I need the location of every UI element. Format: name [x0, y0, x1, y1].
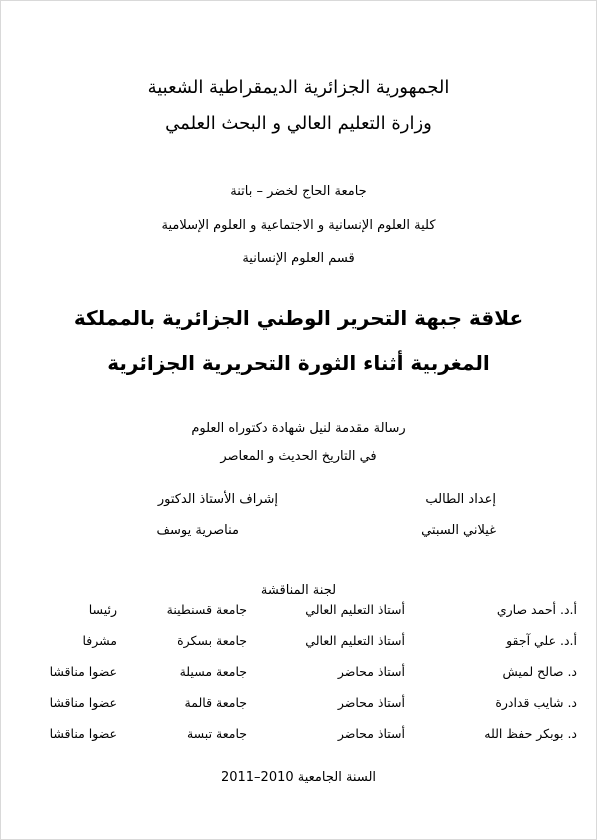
committee-member-row: [29, 602, 577, 633]
member-rank: أستاذ التعليم العالي: [305, 633, 405, 648]
committee-member-row: [29, 633, 577, 664]
department-name: قسم العلوم الإنسانية: [242, 251, 355, 266]
member-name: د. بوبكر حفظ الله: [484, 726, 577, 741]
member-university: جامعة بسكرة: [177, 633, 247, 648]
student-label: إعداد الطالب: [425, 492, 496, 507]
committee-title: لجنة المناقشة: [260, 583, 337, 598]
republic-heading: الجمهورية الجزائرية الديمقراطية الشعبية: [147, 77, 450, 98]
member-university: جامعة تبسة: [186, 726, 247, 741]
member-name: د. صالح لميش: [502, 664, 577, 679]
member-rank: أستاذ محاضر: [337, 726, 405, 741]
member-name: أ.د. أحمد صاري: [496, 602, 577, 617]
student-name: غيلاني السبتي: [421, 523, 496, 538]
member-university: جامعة مسيلة: [179, 664, 247, 679]
member-role: عضوا مناقشا: [49, 695, 117, 710]
committee-member-row: [29, 726, 577, 757]
member-university: جامعة قسنطينة: [166, 602, 247, 617]
member-rank: أستاذ محاضر: [337, 664, 405, 679]
member-name: د. شايب قدادرة: [495, 695, 577, 710]
member-role: عضوا مناقشا: [49, 664, 117, 679]
committee-members: [29, 602, 577, 757]
member-rank: أستاذ محاضر: [337, 695, 405, 710]
ministry-heading: وزارة التعليم العالي و البحث العلمي: [165, 113, 432, 134]
degree-statement: رسالة مقدمة لنيل شهادة دكتوراه العلوم: [191, 421, 406, 436]
member-university: جامعة قالمة: [184, 695, 247, 710]
member-role: رئيسا: [88, 602, 117, 617]
thesis-title-line1: علاقة جبهة التحرير الوطني الجزائرية بالمملكة: [73, 306, 524, 330]
committee-member-row: [29, 664, 577, 695]
university-name: جامعة الحاج لخضر – باتنة: [230, 184, 367, 199]
supervisor-name: مناصرية يوسف: [156, 523, 239, 538]
member-rank: أستاذ التعليم العالي: [305, 602, 405, 617]
member-role: مشرفا: [82, 633, 117, 648]
thesis-title-line2: المغربية أثناء الثورة التحريرية الجزائرية: [107, 351, 490, 375]
member-role: عضوا مناقشا: [49, 726, 117, 741]
committee-member-row: [29, 695, 577, 726]
member-name: أ.د. علي آجقو: [506, 633, 577, 648]
supervisor-label: إشراف الأستاذ الدكتور: [157, 492, 278, 507]
field-statement: في التاريخ الحديث و المعاصر: [220, 449, 377, 464]
academic-year: السنة الجامعية 2010–2011: [220, 770, 377, 785]
faculty-name: كلية العلوم الإنسانية و الاجتماعية و العلوم الإسلامية: [161, 218, 436, 233]
